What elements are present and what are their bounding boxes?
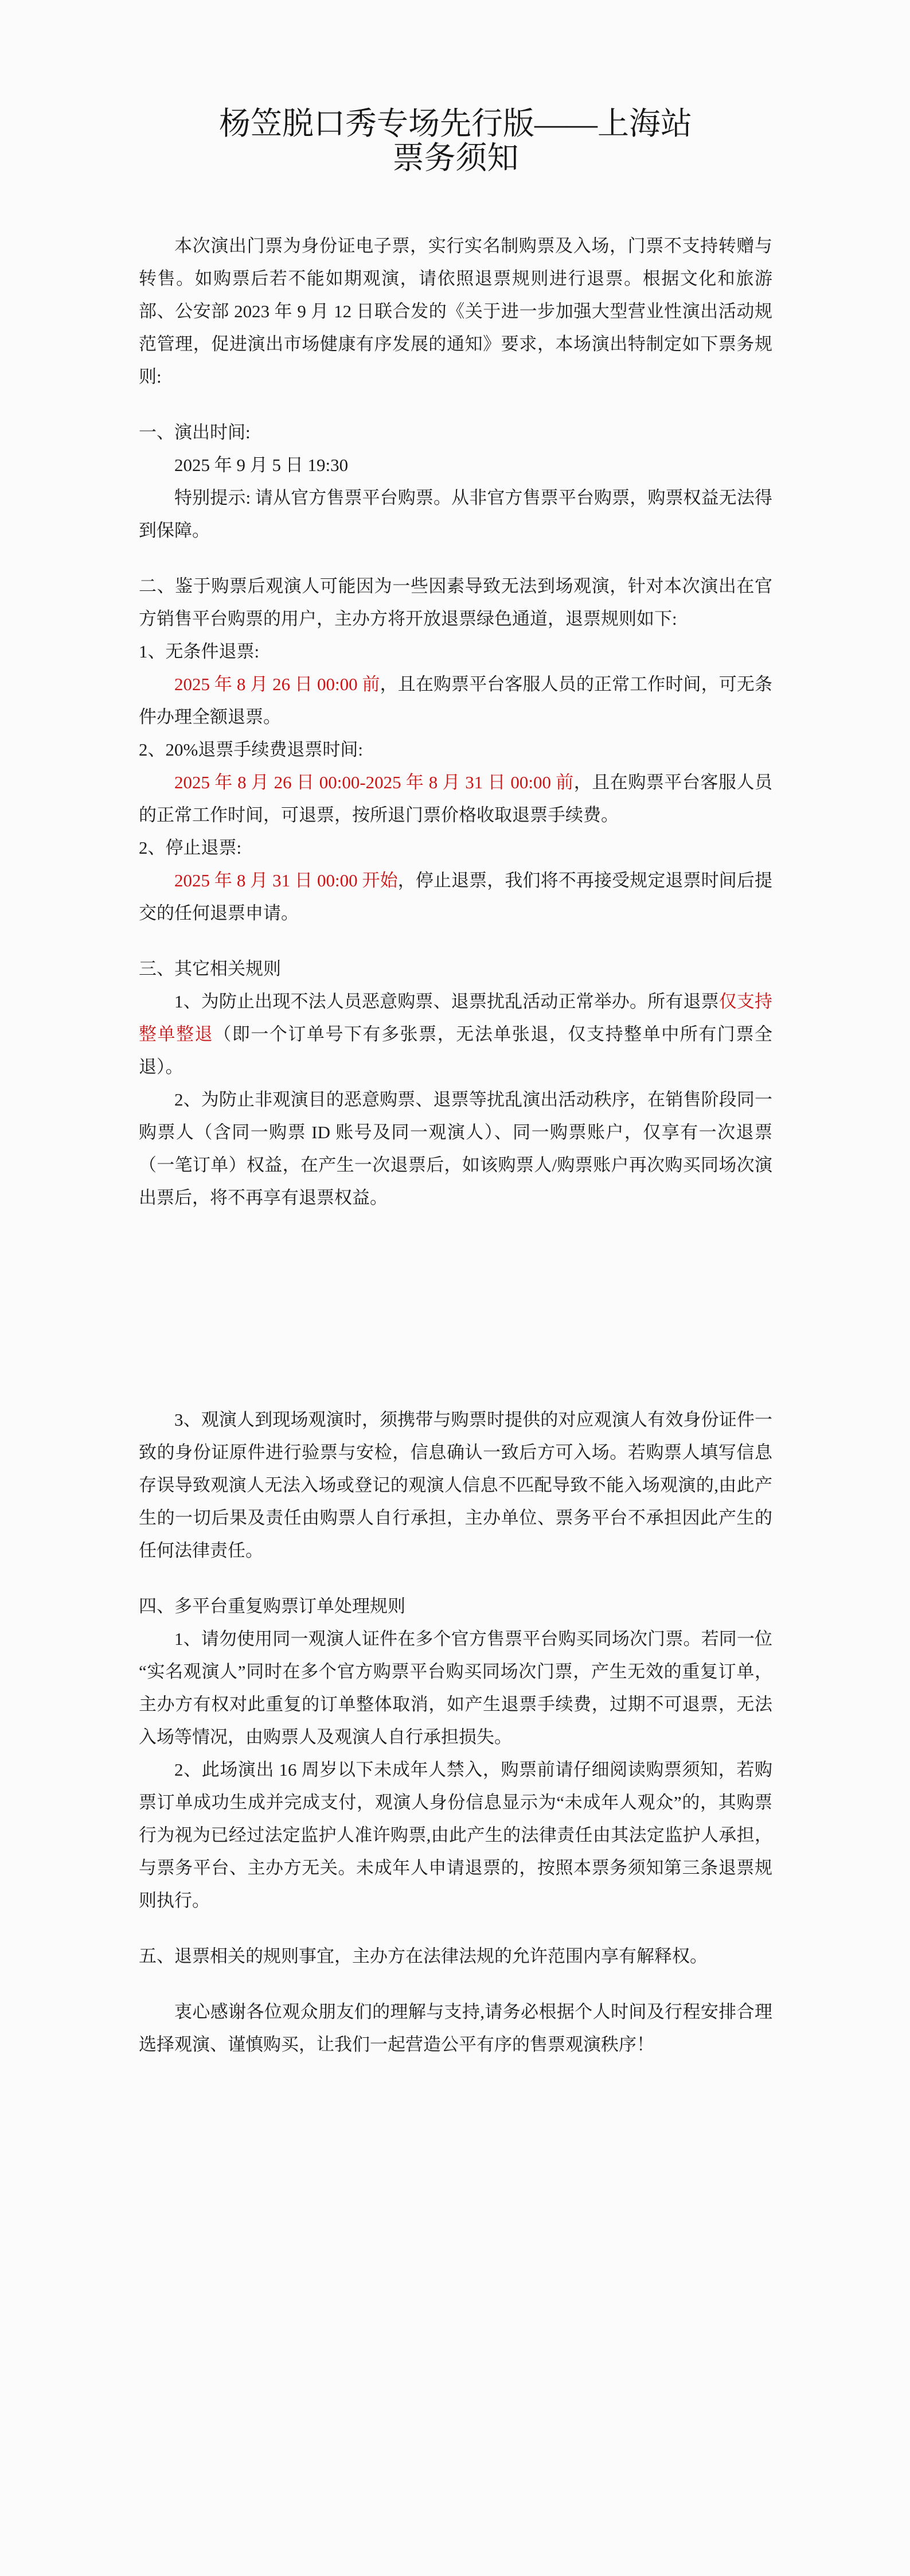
text-run: 2、为防止非观演目的恶意购票、退票等扰乱演出活动秩序，在销售阶段同一购票人（含同一购票 ID 账号及同一观演人）、同一购票账户，仅享有一次退票（一笔订单）权益，在产生一次退票后，如该购票人/购票账户再次购买同场次演出票后，将不再享有退票权益。 (139, 1089, 772, 1208)
text-run: 2025 年 9 月 5 日 19:30 (174, 455, 349, 475)
text-run: 特别提示: 请从官方售票平台购票。从非官方售票平台购票，购票权益无法得到保障。 (139, 488, 772, 540)
text-run: ，且在购票平台客服人员的正常工作时间，可无条件办理全额退票。 (139, 674, 772, 727)
highlight-red-run: 2025 年 8 月 26 日 00:00 前 (174, 674, 380, 694)
document-title-line2: 票务须知 (392, 141, 519, 176)
document-title-line1: 杨笠脱口秀专场先行版——上海站 (218, 106, 692, 141)
text-run: 二、鉴于购票后观演人可能因为一些因素导致无法到场观演，针对本次演出在官方销售平台购票的用户，主办方将开放退票绿色通道，退票规则如下: (139, 576, 772, 629)
refund-rule-3-body (139, 864, 772, 929)
intro-paragraph (139, 229, 772, 393)
highlight-red-run: 仅支持整单整退 (139, 991, 773, 1044)
refund-rule-1-heading (139, 635, 772, 668)
text-run: 2、20%退票手续费退票时间: (139, 740, 363, 760)
document-body (139, 229, 772, 2061)
other-rule-1 (139, 985, 772, 1083)
text-run: 衷心感谢各位观众朋友们的理解与支持,请务必根据个人时间及行程安排合理选择观演、谨慎购买，让我们一起营造公平有序的售票观演秩序！ (139, 2002, 772, 2054)
highlight-red-run: 2025 年 8 月 31 日 00:00 开始 (174, 870, 398, 890)
text-run: 1、为防止出现不法人员恶意购票、退票扰乱活动正常举办。所有退票 (174, 991, 719, 1011)
document-title (139, 107, 772, 176)
other-rule-3 (139, 1403, 772, 1567)
text-run: 本次演出门票为身份证电子票，实行实名制购票及入场，门票不支持转赠与转售。如购票后若不能如期观演，请依照退票规则进行退票。根据文化和旅游部、公安部 2023 年 9 月 12 日联合发的《关于进一步加强大型营业性演出活动规范管理，促进演出市场健康有序发展的通知》要求，本场演出特制定如下票务规则: (139, 236, 772, 387)
section-5-statement (139, 1940, 772, 1972)
refund-rule-2-body (139, 766, 772, 831)
performance-time (139, 449, 772, 481)
closing-paragraph (139, 1995, 772, 2061)
highlight-red-run: 2025 年 8 月 26 日 00:00-2025 年 8 月 31 日 00:00 前 (174, 772, 574, 792)
section-1-heading (139, 416, 772, 449)
text-run: 3、观演人到现场观演时，须携带与购票时提供的对应观演人有效身份证件一致的身份证原件进行验票与安检，信息确认一致后方可入场。若购票人填写信息存误导致观演人无法入场或登记的观演人信息不匹配导致不能入场观演的,由此产生的一切后果及责任由购票人自行承担，主办单位、票务平台不承担因此产生的任何法律责任。 (139, 1410, 772, 1561)
text-run: 一、演出时间: (139, 422, 251, 442)
section-4-heading (139, 1590, 772, 1622)
text-run: 1、无条件退票: (139, 641, 260, 661)
section-2-intro (139, 570, 772, 635)
section-3-heading (139, 952, 772, 985)
text-run: 三、其它相关规则 (139, 959, 281, 979)
text-run: 四、多平台重复购票订单处理规则 (139, 1596, 405, 1616)
text-run: 2、此场演出 16 周岁以下未成年人禁入，购票前请仔细阅读购票须知，若购票订单成功生成并完成支付，观演人身份信息显示为“未成年人观众”的，其购票行为视为已经过法定监护人准许购票,由此产生的法律责任由其法定监护人承担，与票务平台、主办方无关。未成年人申请退票的，按照本票务须知第三条退票规则执行。 (139, 1760, 772, 1910)
text-run: 1、请勿使用同一观演人证件在多个官方售票平台购买同场次门票。若同一位“实名观演人”同时在多个官方购票平台购买同场次门票，产生无效的重复订单，主办方有权对此重复的订单整体取消，如产生退票手续费，过期不可退票，无法入场等情况，由购票人及观演人自行承担损失。 (139, 1629, 772, 1747)
refund-rule-2-heading (139, 733, 772, 766)
refund-rule-1-body (139, 668, 772, 733)
text-run: ，且在购票平台客服人员的正常工作时间，可退票，按所退门票价格收取退票手续费。 (139, 772, 772, 825)
refund-rule-3-heading (139, 831, 772, 864)
multi-platform-rule-2 (139, 1753, 772, 1917)
multi-platform-rule-1 (139, 1622, 772, 1753)
text-run: 2、停止退票: (139, 838, 242, 858)
text-run: 五、退票相关的规则事宜，主办方在法律法规的允许范围内享有解释权。 (139, 1946, 708, 1966)
text-run: ，停止退票，我们将不再接受规定退票时间后提交的任何退票申请。 (139, 870, 772, 923)
text-run: （即一个订单号下有多张票，无法单张退，仅支持整单中所有门票全退）。 (139, 1024, 773, 1077)
other-rule-2 (139, 1083, 772, 1214)
special-notice (139, 481, 772, 547)
